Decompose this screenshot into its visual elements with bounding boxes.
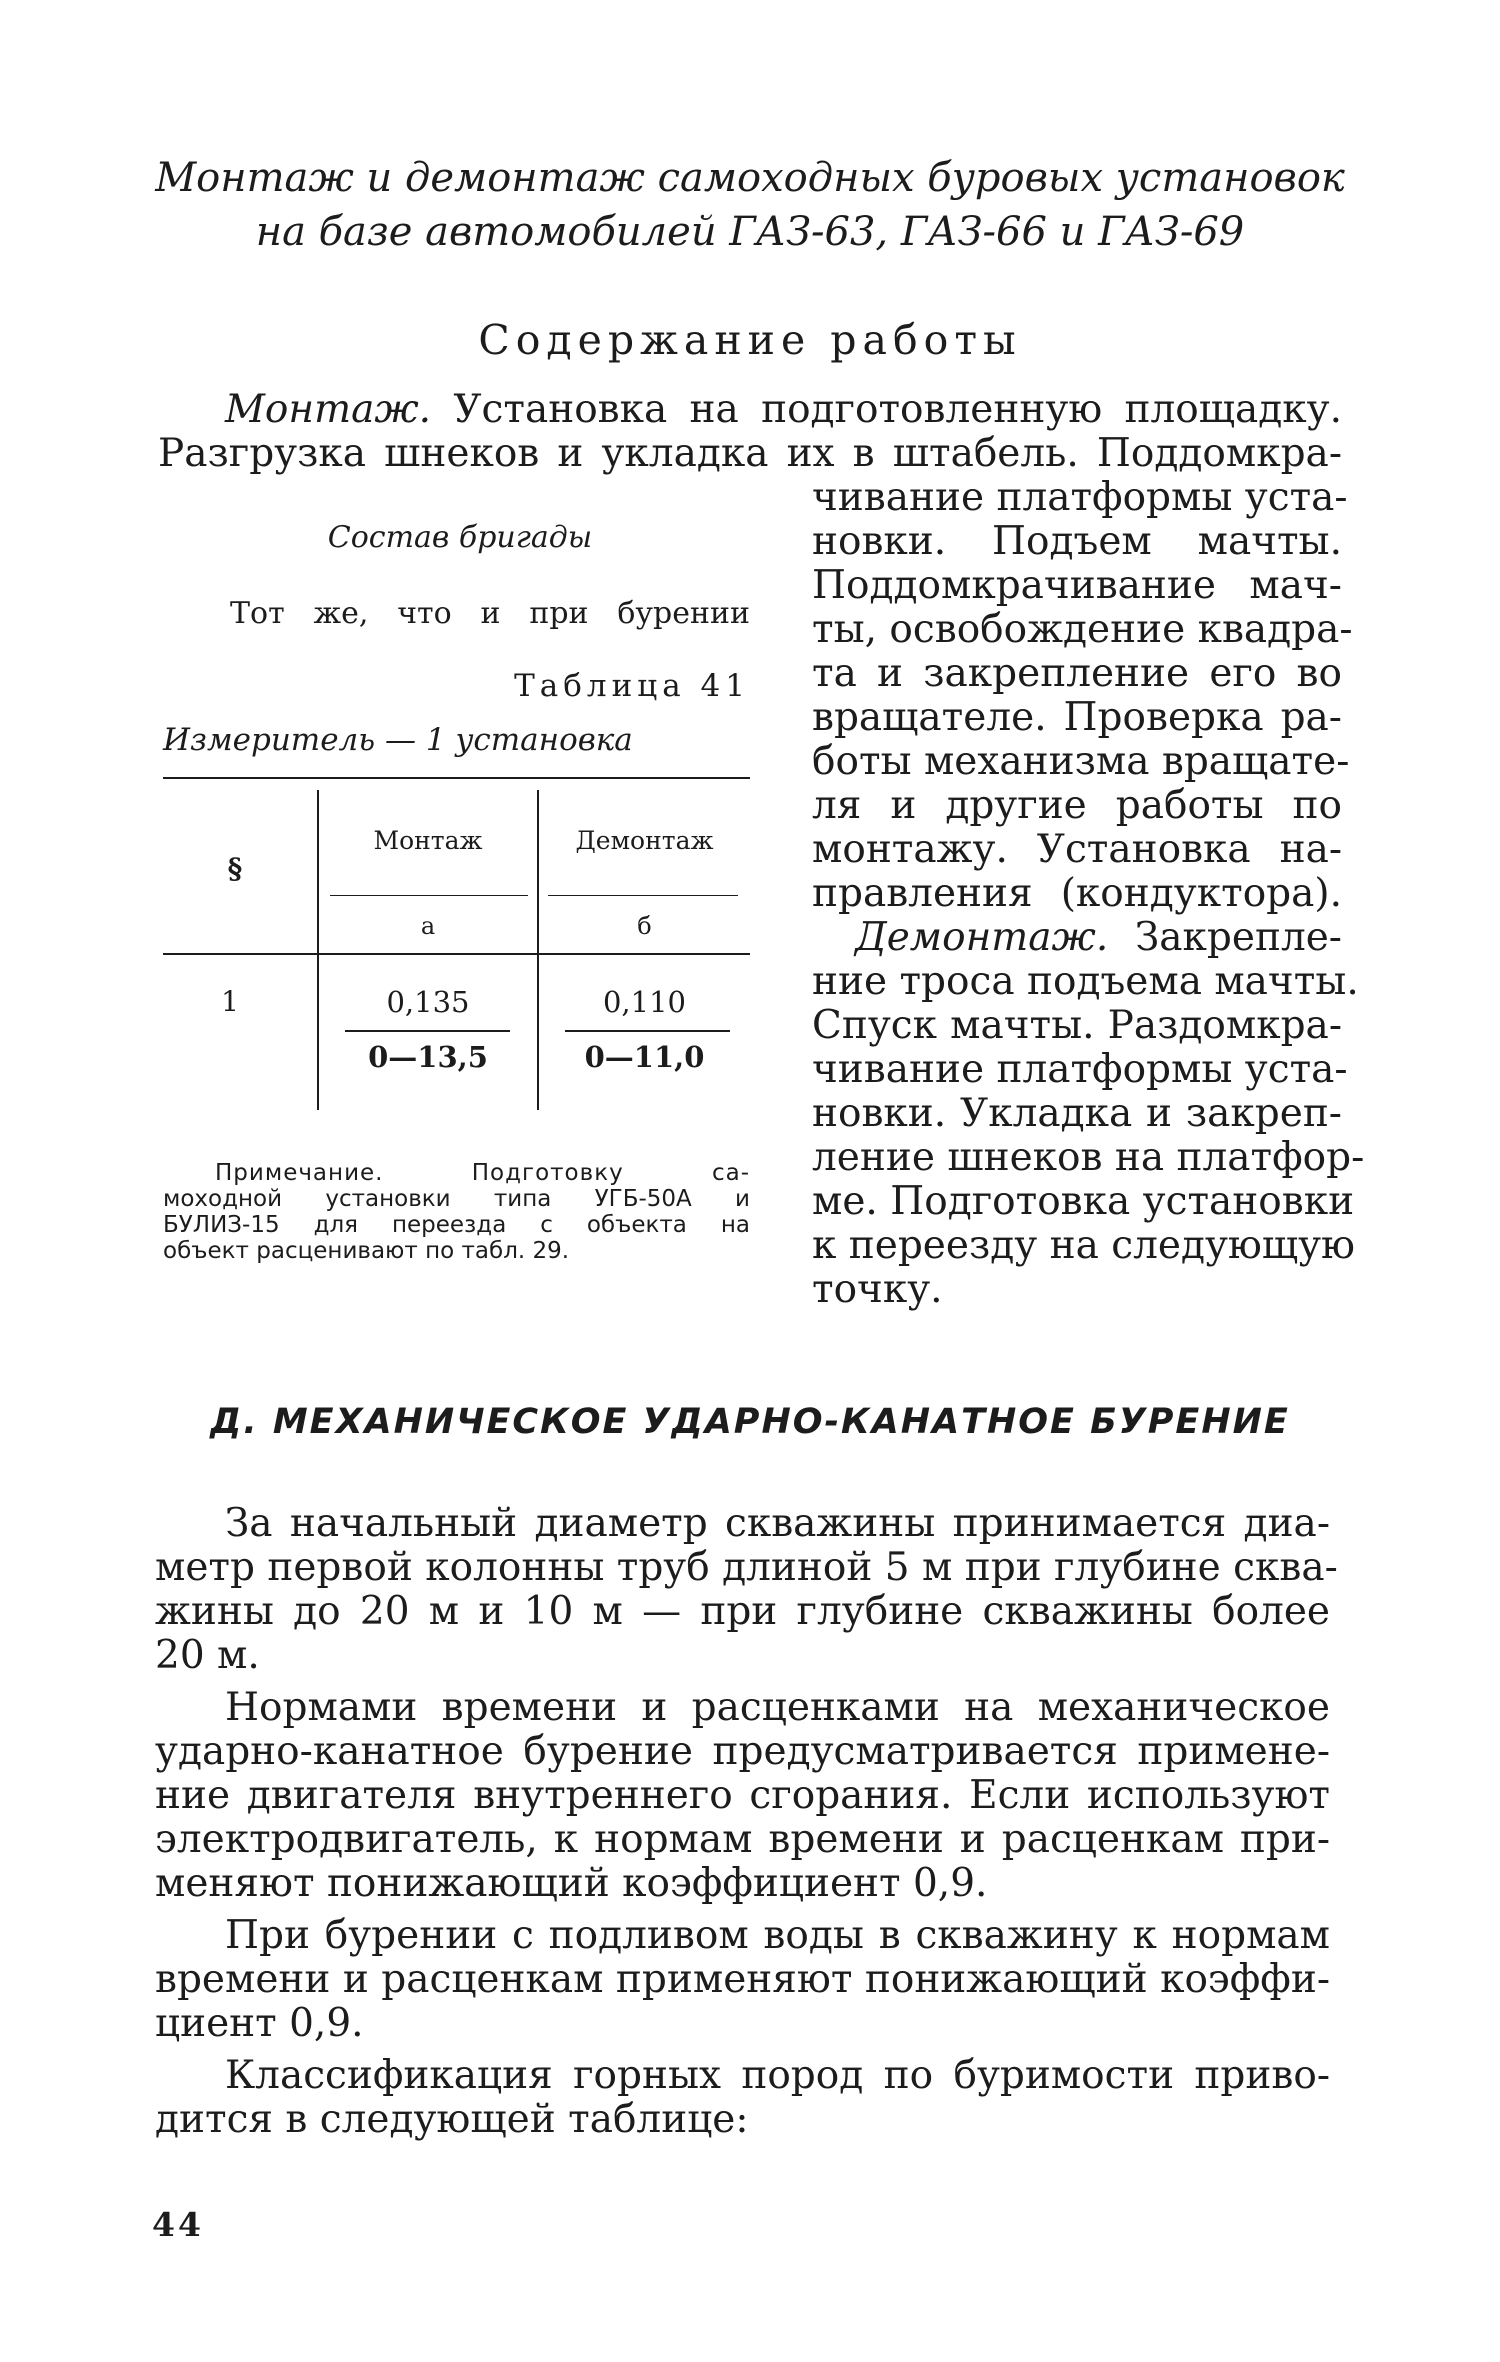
paragraph-4-line: Классификация горных пород по буримости приво- [225,2053,1330,2098]
paragraph-4-line: дится в следующей таблице: [155,2097,749,2142]
right-col-line: ля и другие работы по [812,783,1342,828]
montage-price: 0—13,5 [368,1040,488,1074]
running-title-line-1: Монтаж и демонтаж самоходных буровых установок [155,155,1345,201]
paragraph-2-line: ударно-канатное бурение предусматривается примене- [155,1729,1330,1774]
section-heading: Д. МЕХАНИЧЕСКОЕ УДАРНО-КАНАТНОЕ БУРЕНИЕ [210,1402,1290,1442]
table-note-line: БУЛИЗ-15 для переезда с объекта на [163,1212,750,1238]
right-col-line: новки. Подъем мачты. [812,519,1342,564]
paragraph-2-line: электродвигатель, к нормам времени и расценкам при- [155,1817,1330,1862]
crew-heading: Состав бригады [327,520,593,555]
table-caption: Таблица 41 [514,668,750,704]
table-subhead-rule-a [330,895,528,896]
demontage-line: ме. Подготовка установки [812,1179,1355,1224]
demontage-line-1 [855,916,1342,960]
montage-intro-line-2: Разгрузка шнеков и укладка их в штабель. Поддомкра- [158,431,1342,476]
table-letter-a: а [420,912,436,940]
table-vline-2 [537,790,539,1110]
table-vline-1 [317,790,319,1110]
table-note-line: объект расценивают по табл. 29. [163,1238,570,1264]
table-subhead-rule-b [548,895,738,896]
table-letter-b: б [637,912,652,940]
paragraph-2-line: ние двигателя внутреннего сгорания. Если используют [155,1773,1330,1818]
right-col-line: чивание платформы уста- [812,475,1348,520]
montage-label: Монтаж. [225,387,432,432]
demontage-line: к переезду на следующую [812,1223,1356,1268]
montage-intro-text: Установка на подготовленную площадку. [431,387,1342,432]
right-col-line: боты механизма вращате- [812,739,1350,784]
crew-text: Тот же, что и при бурении [230,596,750,631]
demontage-line: ление шнеков на платфор- [812,1135,1365,1180]
paragraph-1-line: За начальный диаметр скважины принимается диа- [225,1501,1330,1546]
paragraph-1-line: метр первой колонны труб длиной 5 м при глубине сква- [155,1545,1338,1590]
right-col-line: Поддомкрачивание мач- [812,563,1342,608]
table-top-rule [163,777,750,779]
running-title-line-2: на базе автомобилей ГАЗ-63, ГАЗ-66 и ГАЗ-69 [255,209,1245,255]
table-col-montage: Монтаж [373,826,483,855]
demontage-line: Спуск мачты. Раздомкра- [812,1003,1342,1048]
montage-intro-line-1 [225,388,1342,432]
demontage-line: новки. Укладка и закреп- [812,1091,1342,1136]
demontage-price: 0—11,0 [584,1040,705,1074]
paragraph-1-line: жины до 20 м и 10 м — при глубине скважины более [155,1589,1330,1634]
demontage-norm: 0,110 [602,985,687,1019]
paragraph-3-line: При бурении с подливом воды в скважину к нормам [225,1913,1330,1958]
table-col-index: § [227,852,243,885]
demontage-line: точку. [812,1267,943,1312]
demontage-line: чивание платформы уста- [812,1047,1348,1092]
table-header-rule [163,953,750,955]
table-row-number: 1 [221,985,239,1018]
demontage-line: ние троса подъема мачты. [812,959,1359,1004]
right-col-line: правления (кондуктора). [812,871,1342,916]
right-col-line: монтажу. Установка на- [812,827,1342,872]
table-note-line: моходной установки типа УГБ-50А и [163,1186,750,1212]
demontage-fraction-bar [565,1030,730,1032]
demontage-first-text: Закрепле- [1108,915,1342,960]
demontage-label: Демонтаж. [855,915,1109,960]
content-heading: Содержание работы [478,316,1022,364]
table-col-demontage: Демонтаж [575,826,714,855]
paragraph-1-line: 20 м. [155,1633,260,1678]
paragraph-2-line: Нормами времени и расценками на механическое [225,1685,1330,1730]
montage-norm: 0,135 [386,985,470,1019]
table-measure: Измеритель — 1 установка [163,722,633,758]
montage-fraction-bar [345,1030,510,1032]
right-col-line: та и закрепление его во [812,651,1342,696]
paragraph-3-line: циент 0,9. [155,2001,364,2046]
table-note-line: Примечание. Подготовку са- [215,1160,750,1186]
paragraph-3-line: времени и расценкам применяют понижающий коэффи- [155,1957,1330,2002]
right-col-line: вращателе. Проверка ра- [812,695,1342,740]
page-number: 44 [152,2205,204,2244]
paragraph-2-line: меняют понижающий коэффициент 0,9. [155,1861,988,1906]
right-col-line: ты, освобождение квадра- [812,607,1353,652]
